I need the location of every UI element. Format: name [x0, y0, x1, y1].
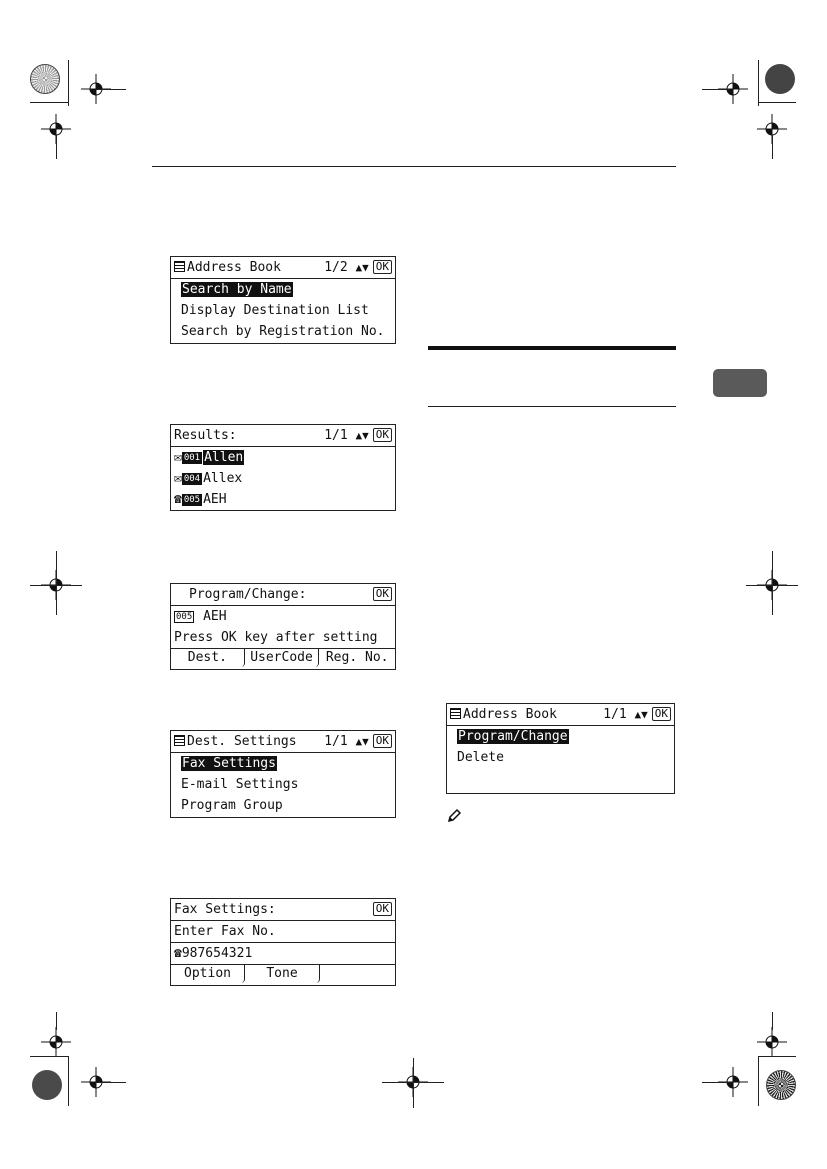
tab-reg-no[interactable]: Reg. No.: [325, 650, 389, 665]
crop-mark: [56, 135, 57, 159]
lcd-title-bar: [171, 425, 395, 447]
lcd-results: [170, 424, 396, 511]
menu-item-display-destination-list[interactable]: Display Destination List: [181, 303, 369, 318]
registration-mark-icon: [757, 1027, 787, 1057]
up-down-arrow-icon: ▲▼: [355, 261, 369, 274]
section-rule-thick: [428, 346, 676, 350]
tab-option[interactable]: Option: [171, 965, 245, 983]
crop-mark: [702, 1082, 730, 1083]
phone-icon: ☎: [174, 946, 182, 961]
lcd-fax-settings: [170, 898, 396, 986]
fax-number-field[interactable]: ☎987654321: [174, 946, 253, 961]
crop-mark: [772, 551, 773, 615]
crop-mark: [56, 1012, 57, 1030]
crop-mark: [772, 1012, 773, 1030]
soft-key-tabs: [171, 964, 395, 983]
crop-mark: [30, 585, 82, 586]
fax-prompt: Enter Fax No.: [171, 921, 395, 943]
lcd-title-bar: [171, 731, 395, 753]
menu-item-program-group[interactable]: Program Group: [181, 798, 283, 813]
ok-key[interactable]: OK: [373, 902, 392, 916]
menu-item-fax-settings[interactable]: Fax Settings: [182, 756, 276, 771]
crop-mark: [758, 1056, 759, 1106]
header-rule: [152, 166, 676, 167]
address-book-icon: [174, 261, 185, 272]
crop-mark: [758, 1056, 796, 1057]
crop-mark: [30, 1056, 68, 1057]
pencil-note-icon: [446, 808, 462, 824]
lcd-title: Fax Settings:: [174, 902, 276, 917]
tab-usercode[interactable]: UserCode: [245, 649, 320, 667]
up-down-arrow-icon: ▲▼: [355, 429, 369, 442]
ok-key[interactable]: OK: [373, 734, 392, 748]
crop-mark: [30, 102, 68, 103]
result-item[interactable]: ✉ 001 Allen: [174, 450, 244, 465]
page-indicator: 1/1: [603, 707, 627, 722]
lcd-title-bar: [171, 584, 395, 606]
result-item[interactable]: ✉ 004 Allex: [174, 471, 243, 486]
menu-item-delete[interactable]: Delete: [457, 750, 504, 765]
ok-key[interactable]: OK: [373, 587, 392, 601]
lcd-title: Dest. Settings: [187, 734, 297, 749]
page-indicator: 1/2: [324, 260, 348, 275]
crop-mark: [758, 102, 796, 103]
color-dial-icon: [30, 64, 60, 94]
crop-mark: [96, 89, 126, 90]
lcd-title-bar: [447, 704, 674, 726]
ok-key[interactable]: OK: [373, 260, 392, 274]
crop-mark: [68, 1056, 69, 1106]
page-indicator: 1/1: [324, 734, 348, 749]
soft-key-tabs: [171, 648, 395, 667]
address-book-icon: [450, 708, 461, 719]
ok-key[interactable]: OK: [652, 707, 671, 721]
address-book-icon: [174, 735, 185, 746]
lcd-title: Program/Change:: [189, 587, 307, 602]
email-fax-icon: ✉: [174, 471, 182, 486]
crop-mark: [702, 89, 730, 90]
crop-mark: [746, 585, 798, 586]
page-indicator: 1/1: [324, 428, 348, 443]
lcd-title: Address Book: [463, 707, 557, 722]
up-down-arrow-icon: ▲▼: [355, 735, 369, 748]
crop-mark: [68, 60, 69, 106]
lcd-dest-settings: [170, 730, 396, 818]
instruction-message: Press OK key after setting: [174, 630, 378, 645]
section-rule-thin: [428, 406, 676, 407]
lcd-title-bar: [171, 899, 395, 921]
result-item[interactable]: ☎ 005 AEH: [174, 492, 227, 507]
crop-mark: [96, 1082, 126, 1083]
crop-mark: [772, 135, 773, 159]
color-dial-icon: [766, 1070, 796, 1100]
chapter-tab: [713, 369, 767, 397]
menu-item-search-by-name[interactable]: Search by Name: [182, 282, 292, 297]
tab-tone[interactable]: Tone: [245, 965, 320, 983]
menu-item-program-change[interactable]: Program/Change: [458, 729, 568, 744]
phone-icon: ☎: [174, 492, 182, 507]
tab-dest[interactable]: Dest.: [171, 649, 245, 667]
lcd-title: Results:: [174, 428, 237, 443]
menu-item-email-settings[interactable]: E-mail Settings: [181, 777, 299, 792]
lcd-program-change: [170, 583, 396, 670]
registration-mark-icon: [41, 1027, 71, 1057]
crop-mark: [758, 60, 759, 106]
crop-mark: [56, 551, 57, 615]
selected-entry: 005 AEH: [176, 609, 227, 624]
lcd-title-bar: [171, 257, 395, 279]
color-dial-icon: [32, 1070, 62, 1100]
crop-mark: [413, 1058, 414, 1108]
up-down-arrow-icon: ▲▼: [634, 708, 648, 721]
lcd-address-book-menu: [170, 256, 396, 344]
lcd-title: Address Book: [187, 260, 281, 275]
menu-item-search-by-registration[interactable]: Search by Registration No.: [181, 324, 385, 339]
email-fax-icon: ✉: [174, 450, 182, 465]
color-dial-icon: [765, 64, 795, 94]
ok-key[interactable]: OK: [373, 428, 392, 442]
lcd-address-book-action: [446, 703, 675, 794]
